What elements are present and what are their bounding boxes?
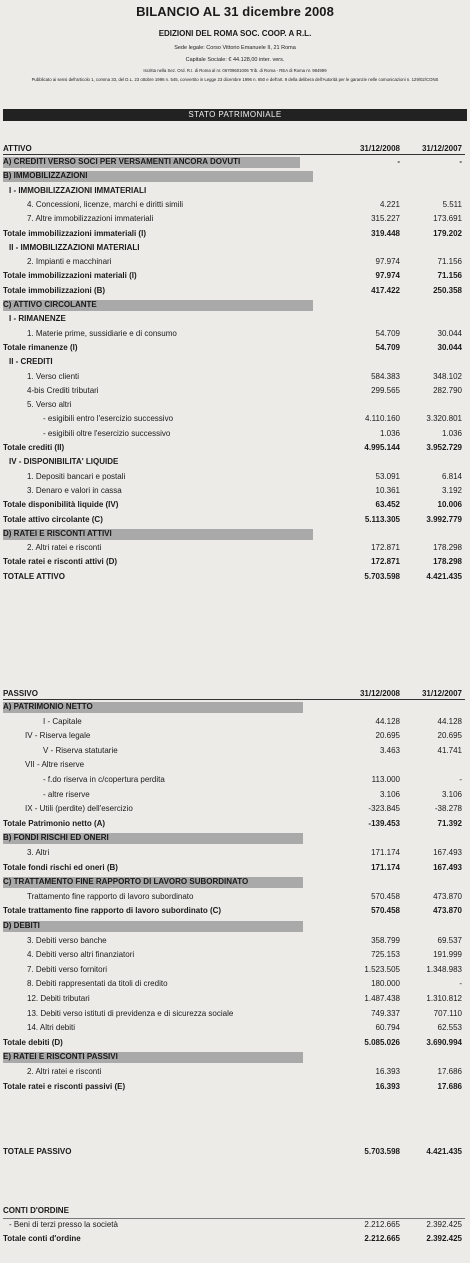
row-label: - f.do riserva in c/copertura perdita [43, 775, 165, 784]
table-row [3, 905, 465, 917]
row-label: I - Capitale [43, 716, 82, 726]
passivo-column-header [3, 688, 465, 700]
value-2008: 10.361 [375, 485, 400, 495]
value-2007: 69.537 [437, 935, 462, 945]
table-row [3, 964, 465, 976]
row-label: Totale ratei e risconti attivi (D) [3, 557, 118, 567]
value-2007: 179.202 [433, 228, 462, 238]
row-label: B) IMMOBILIZZAZIONI [3, 171, 88, 181]
value-2008: 53.091 [375, 471, 400, 481]
table-row [3, 1233, 465, 1245]
registry-info: Iscritta nella Sez. Ord. R.I. di Roma al nr. 06709601006 Trib. di Roma - REA di Roma nr. 984999 [143, 68, 327, 73]
table-row [3, 270, 465, 282]
table-row [3, 556, 465, 568]
value-2007: 17.686 [437, 1067, 462, 1076]
passivo-heading: PASSIVO [3, 689, 38, 698]
row-label: Totale ratei e risconti passivi (E) [3, 1081, 126, 1091]
value-2007: 173.691 [433, 214, 462, 224]
conti-ordine-heading [3, 1205, 465, 1217]
row-label: Totale conti d'ordine [3, 1234, 81, 1243]
row-label: 7. Debiti verso fornitori [27, 964, 108, 974]
row-label: 3. Altri [27, 848, 50, 857]
table-row [3, 774, 465, 786]
table-row [3, 399, 465, 411]
table-row [3, 1022, 465, 1034]
passivo-col-2007: 31/12/2007 [421, 689, 462, 698]
value-2007: 707.110 [433, 1008, 462, 1018]
value-2007: 250.358 [433, 285, 462, 295]
company-name: EDIZIONI DEL ROMA SOC. COOP. A R.L. [158, 29, 312, 38]
row-label: 2. Altri ratei e risconti [27, 543, 102, 553]
value-2008: 570.458 [371, 906, 400, 916]
row-label: - altre riserve [43, 789, 90, 799]
section-row [3, 528, 465, 540]
value-2007: 2.392.425 [426, 1234, 462, 1243]
value-2007: 282.790 [433, 385, 462, 395]
table-row [3, 789, 465, 801]
value-2007: 4.421.435 [426, 571, 462, 581]
value-2007: 4.421.435 [426, 1147, 462, 1156]
value-2008: 60.794 [375, 1023, 400, 1033]
value-2008: 113.000 [371, 775, 400, 784]
value-2008: 319.448 [371, 228, 400, 238]
row-label: 5. Verso altri [27, 400, 72, 410]
table-row [3, 199, 465, 211]
row-label: Totale disponibilità liquide (IV) [3, 500, 119, 510]
row-label: TOTALE ATTIVO [3, 571, 65, 581]
value-2007: 41.741 [437, 745, 462, 755]
value-2008: 2.212.665 [364, 1220, 400, 1229]
value-2008: 20.695 [375, 731, 400, 741]
value-2007: 191.999 [433, 950, 462, 960]
row-label: 14. Altri debiti [27, 1023, 76, 1033]
row-label: Totale trattamento fine rapporto di lavoro subordinato (C) [3, 906, 222, 916]
legal-seat: Sede legale: Corso Vittorio Emanuele II, 21 Roma [174, 45, 296, 51]
table-row [3, 213, 465, 225]
value-2007: 348.102 [433, 371, 462, 381]
value-2007: 3.952.729 [426, 443, 462, 452]
value-2008: -323.845 [368, 804, 400, 814]
row-label: A) PATRIMONIO NETTO [3, 702, 93, 711]
row-label: I - IMMOBILIZZAZIONI IMMATERIALI [9, 185, 147, 195]
value-2008: - [397, 157, 400, 166]
section-bar-stato-patrimoniale: STATO PATRIMONIALE [3, 109, 467, 121]
table-row [3, 818, 465, 830]
value-2008: 16.393 [375, 1081, 400, 1091]
row-label: E) RATEI E RISCONTI PASSIVI [3, 1052, 118, 1062]
value-2007: 5.511 [442, 199, 462, 209]
value-2007: 71.156 [437, 257, 462, 267]
value-2008: 5.703.598 [364, 1147, 400, 1156]
table-row [3, 1066, 465, 1078]
table-row [3, 1219, 465, 1231]
row-label: V - Riserva statutarie [43, 745, 118, 755]
row-label: - esigibili oltre l'esercizio successivo [43, 428, 171, 438]
section-row [3, 156, 465, 168]
value-2007: - [459, 775, 462, 784]
row-label: Totale immobilizzazioni materiali (I) [3, 271, 137, 281]
value-2007: 3.106 [441, 789, 462, 799]
value-2008: 44.128 [375, 716, 400, 726]
value-2007: 1.036 [441, 428, 462, 438]
value-2007: 3.320.801 [426, 414, 462, 424]
value-2008: 2.212.665 [364, 1234, 400, 1243]
value-2008: 749.337 [371, 1008, 400, 1018]
table-row [3, 442, 465, 454]
totale-passivo-row [3, 1146, 465, 1158]
table-row [3, 228, 465, 240]
row-label: 1. Verso clienti [27, 371, 80, 381]
value-2007: 3.992.779 [426, 514, 462, 524]
table-row [3, 285, 465, 297]
attivo-col-2007: 31/12/2007 [421, 144, 462, 153]
value-2008: 570.458 [371, 891, 400, 901]
row-label: I - RIMANENZE [9, 314, 66, 324]
table-row [3, 485, 465, 497]
row-label: VII - Altre riserve [25, 760, 85, 770]
table-row [3, 185, 465, 197]
row-label: Totale rimanenze (I) [3, 342, 78, 352]
value-2008: 5.085.026 [364, 1037, 400, 1047]
table-row [3, 862, 465, 874]
table-row [3, 935, 465, 947]
passivo-col-2008: 31/12/2008 [359, 689, 400, 698]
row-label: II - IMMOBILIZZAZIONI MATERIALI [9, 242, 140, 252]
value-2007: 178.298 [433, 543, 462, 553]
table-row [3, 371, 465, 383]
row-label: 1. Materie prime, sussidiarie e di consumo [27, 328, 177, 338]
table-row [3, 542, 465, 554]
value-2007: - [459, 979, 462, 989]
value-2008: 4.221 [379, 199, 400, 209]
table-row [3, 256, 465, 268]
value-2007: 62.553 [437, 1023, 462, 1033]
value-2007: 473.870 [433, 891, 462, 901]
table-row [3, 356, 465, 368]
value-2008: 97.974 [375, 271, 400, 281]
value-2007: 1.310.812 [426, 994, 462, 1003]
document-header [0, 0, 470, 82]
row-label: - Beni di terzi presso la società [9, 1220, 118, 1229]
row-label: Totale immobilizzazioni (B) [3, 285, 106, 295]
value-2007: 167.493 [433, 848, 462, 857]
row-label: A) CREDITI VERSO SOCI PER VERSAMENTI ANCORA DOVUTI [3, 157, 241, 166]
row-label: Totale debiti (D) [3, 1037, 63, 1047]
value-2007: 10.006 [437, 500, 462, 510]
value-2007: 167.493 [433, 862, 462, 872]
value-2007: 178.298 [433, 557, 462, 567]
row-label: IX - Utili (perdite) dell'esercizio [25, 804, 133, 814]
value-2007: 30.044 [437, 342, 462, 352]
value-2008: 1.036 [379, 428, 400, 438]
attivo-heading: ATTIVO [3, 144, 32, 153]
table-row [3, 428, 465, 440]
section-row [3, 832, 465, 844]
value-2007: -38.278 [434, 804, 462, 814]
value-2007: 71.156 [437, 271, 462, 281]
row-label: 7. Altre immobilizzazioni immateriali [27, 214, 154, 224]
row-label: CONTI D'ORDINE [3, 1206, 69, 1215]
value-2008: 1.487.438 [364, 994, 400, 1003]
row-label: C) TRATTAMENTO FINE RAPPORTO DI LAVORO SUBORDINATO [3, 877, 249, 887]
value-2007: 2.392.425 [426, 1220, 462, 1229]
value-2008: 54.709 [375, 342, 400, 352]
row-label: 2. Altri ratei e risconti [27, 1067, 102, 1076]
row-label: - esigibili entro l'esercizio successivo [43, 414, 174, 424]
table-row [3, 759, 465, 771]
publication-note: Pubblicato ai sensi dell'articolo 1, comma 33, del D.L. 23 ottobre 1996 n. 545, convertito in Legge 23 dicembre 1996 n. 650 e dell'art. 9 della delibera dell'Autorità per le garanzie nelle comunicazioni n. 129/02/CONS [31, 77, 439, 82]
row-label: C) ATTIVO CIRCOLANTE [3, 300, 97, 309]
table-row [3, 413, 465, 425]
table-row [3, 571, 465, 583]
table-row [3, 1008, 465, 1020]
table-row [3, 847, 465, 859]
value-2007: - [459, 157, 462, 166]
table-row [3, 716, 465, 728]
row-label: 3. Denaro e valori in cassa [27, 485, 122, 495]
document-title: BILANCIO AL 31 dicembre 2008 [136, 4, 334, 19]
table-row [3, 342, 465, 354]
attivo-column-header [3, 143, 465, 155]
value-2007: 3.192 [441, 485, 462, 495]
table-row [3, 313, 465, 325]
row-label: 3. Debiti verso banche [27, 935, 107, 945]
value-2008: 171.174 [371, 862, 400, 872]
attivo-col-2008: 31/12/2008 [359, 144, 400, 153]
value-2008: 315.227 [371, 214, 400, 224]
row-label: 2. Impianti e macchinari [27, 257, 112, 267]
table-row [3, 1037, 465, 1049]
value-2008: 584.383 [371, 371, 400, 381]
value-2007: 20.695 [437, 731, 462, 741]
value-2008: 172.871 [371, 557, 400, 567]
row-label: 4-bis Crediti tributari [27, 385, 99, 395]
row-label: Totale fondi rischi ed oneri (B) [3, 862, 118, 872]
value-2008: 171.174 [371, 848, 400, 857]
row-label: B) FONDI RISCHI ED ONERI [3, 833, 109, 843]
row-label: Totale immobilizzazioni immateriali (I) [3, 228, 146, 238]
table-row [3, 456, 465, 468]
table-row [3, 803, 465, 815]
value-2007: 71.392 [437, 818, 462, 828]
value-2008: 16.393 [375, 1067, 400, 1076]
table-row [3, 891, 465, 903]
value-2007: 30.044 [437, 328, 462, 338]
value-2007: 44.128 [437, 716, 462, 726]
row-label: 1. Depositi bancari e postali [27, 471, 126, 481]
value-2008: 4.110.160 [365, 414, 400, 424]
table-row [3, 993, 465, 1005]
row-label: 4. Debiti verso altri finanziatori [27, 950, 135, 960]
section-row [3, 876, 465, 888]
table-row [3, 730, 465, 742]
value-2007: 6.814 [441, 471, 462, 481]
value-2008: 299.565 [371, 385, 400, 395]
value-2008: 417.422 [371, 285, 400, 295]
value-2007: 473.870 [433, 906, 462, 916]
value-2007: 17.686 [437, 1081, 462, 1091]
row-label: II - CREDITI [9, 357, 53, 367]
row-label: Totale attivo circolante (C) [3, 514, 103, 524]
value-2008: 172.871 [371, 543, 400, 553]
value-2008: 1.523.505 [364, 964, 400, 974]
table-row [3, 499, 465, 511]
value-2008: 180.000 [371, 979, 400, 989]
share-capital: Capitale Sociale: € 44.128,00 inter. vers. [185, 57, 285, 63]
value-2008: -139.453 [368, 818, 400, 828]
table-row [3, 1081, 465, 1093]
table-row [3, 949, 465, 961]
value-2008: 5.703.598 [364, 571, 400, 581]
value-2008: 54.709 [375, 328, 400, 338]
row-label: IV - DISPONIBILITA' LIQUIDE [9, 457, 119, 467]
value-2008: 4.995.144 [364, 443, 400, 452]
table-row [3, 514, 465, 526]
table-row [3, 385, 465, 397]
table-row [3, 471, 465, 483]
row-label: IV - Riserva legale [25, 731, 91, 741]
value-2007: 3.690.994 [426, 1037, 462, 1047]
section-row [3, 920, 465, 932]
row-label: Totale Patrimonio netto (A) [3, 818, 106, 828]
row-label: Totale crediti (II) [3, 443, 65, 452]
table-row [3, 328, 465, 340]
row-label: Trattamento fine rapporto di lavoro subordinato [27, 891, 194, 901]
value-2008: 3.463 [379, 745, 400, 755]
value-2008: 63.452 [375, 500, 400, 510]
row-label: 13. Debiti verso istituti di previdenza e di sicurezza sociale [27, 1008, 234, 1018]
table-row [3, 745, 465, 757]
row-label: 8. Debiti rappresentati da titoli di credito [27, 979, 168, 989]
row-label: TOTALE PASSIVO [3, 1147, 72, 1156]
section-row [3, 299, 465, 311]
value-2008: 5.113.305 [364, 514, 400, 524]
value-2008: 725.153 [371, 950, 400, 960]
value-2007: 1.348.983 [426, 964, 462, 974]
section-row [3, 170, 465, 182]
row-label: 4. Concessioni, licenze, marchi e diritti simili [27, 199, 184, 209]
value-2008: 97.974 [375, 257, 400, 267]
table-row [3, 978, 465, 990]
value-2008: 3.106 [379, 789, 400, 799]
table-row [3, 242, 465, 254]
section-row [3, 1051, 465, 1063]
value-2008: 358.799 [371, 935, 400, 945]
row-label: 12. Debiti tributari [27, 994, 90, 1003]
section-row [3, 701, 465, 713]
row-label: D) DEBITI [3, 921, 40, 930]
row-label: D) RATEI E RISCONTI ATTIVI [3, 528, 112, 538]
